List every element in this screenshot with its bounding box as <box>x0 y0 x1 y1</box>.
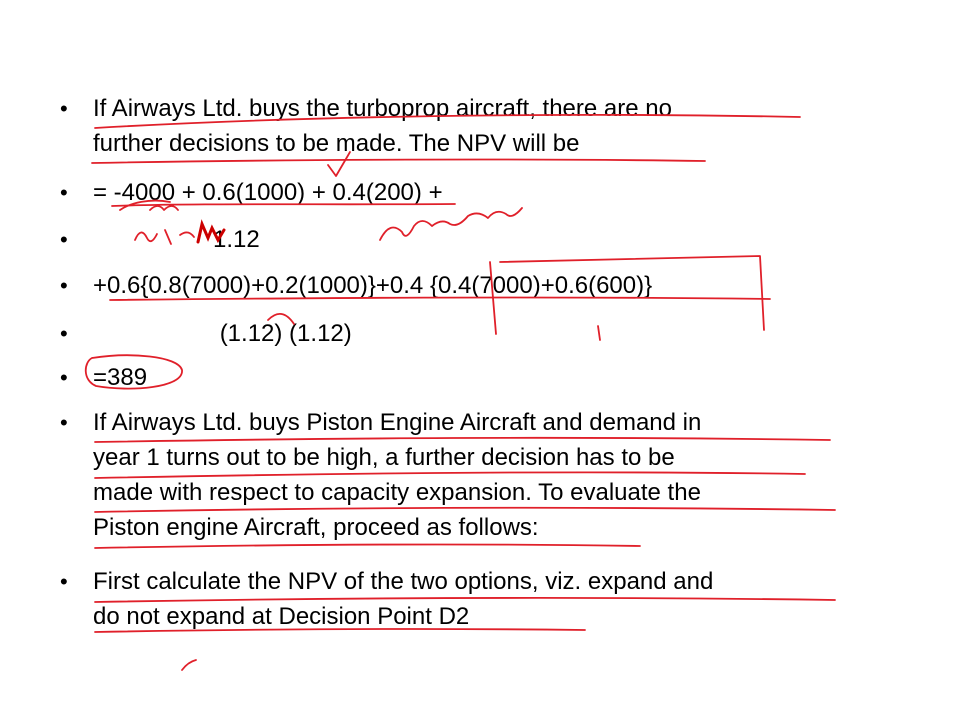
formula-denominator: (1.12) (1.12) <box>93 320 352 347</box>
bullet-dot: • <box>60 321 68 346</box>
bullet-text-line: do not expand at Decision Point D2 <box>93 603 470 630</box>
bullet-text-line: year 1 turns out to be high, a further decision has to be <box>93 444 675 471</box>
bullet-text-line: First calculate the NPV of the two options, viz. expand and <box>93 568 714 595</box>
bullet-dot: • <box>60 410 68 435</box>
bullet-dot: • <box>60 365 68 390</box>
pen-note <box>380 208 522 240</box>
pen-mark <box>182 660 196 670</box>
bullet-text-line: If Airways Ltd. buys Piston Engine Aircraft and demand in <box>93 409 702 436</box>
bullet-dot: • <box>60 227 68 252</box>
bullet-text-line: If Airways Ltd. buys the turboprop aircraft, there are no <box>93 95 672 122</box>
formula-line: = -4000 + 0.6(1000) + 0.4(200) + <box>93 179 443 206</box>
formula-line: +0.6{0.8(7000)+0.2(1000)}+0.4 {0.4(7000)+0.6(600)} <box>93 272 653 299</box>
bullet-dot: • <box>60 273 68 298</box>
result-value: =389 <box>93 364 148 391</box>
formula-denominator: 1.12 <box>93 226 260 253</box>
pen-underline <box>95 545 640 548</box>
bullet-dot: • <box>60 180 68 205</box>
bullet-dot: • <box>60 96 68 121</box>
bullet-text-line: further decisions to be made. The NPV will be <box>93 130 580 157</box>
pen-underline <box>92 160 705 163</box>
bullet-dot: • <box>60 569 68 594</box>
bullet-text-line: made with respect to capacity expansion. To evaluate the <box>93 479 701 506</box>
pen-mark <box>598 326 600 340</box>
bullet-text-line: Piston engine Aircraft, proceed as follows: <box>93 514 539 541</box>
